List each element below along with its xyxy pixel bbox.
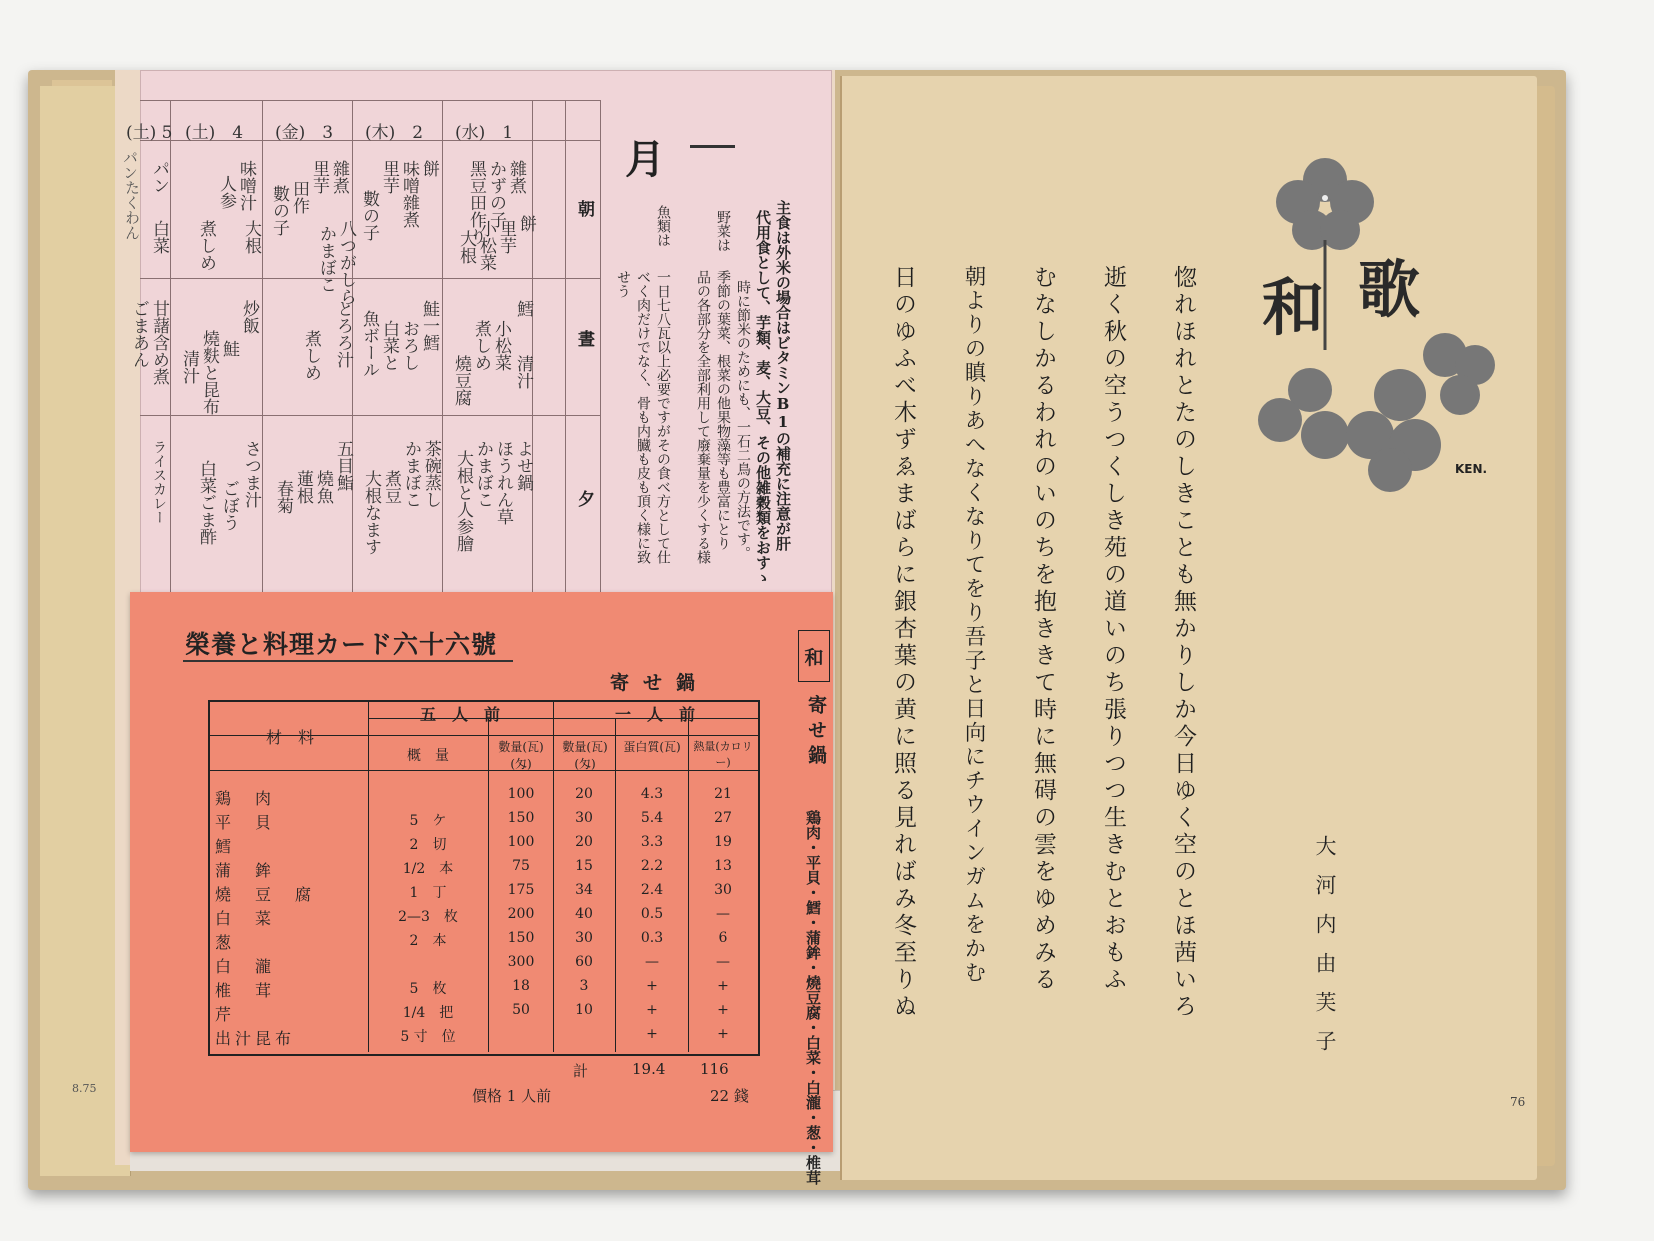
table-cell-approx: 1/2 本 [402, 861, 454, 877]
day4-lunch-6: 清汁 [179, 350, 199, 384]
day2-dinner-2: かまぼこ [401, 440, 421, 508]
day2-dinner-1: 茶碗蒸し [421, 440, 441, 508]
table-cell-approx: 2 本 [409, 933, 447, 949]
table-cell-g5: 50 [512, 1002, 530, 1018]
sub-calories: 熱量(カロリー) [693, 740, 753, 769]
meal-label-breakfast: 朝 [574, 200, 594, 217]
day5-breakfast: パン [149, 160, 169, 194]
table-cell-prot: 5.4 [640, 810, 664, 826]
illustrator-signature: KEN. [1455, 462, 1488, 476]
menu-grid-col [565, 100, 566, 630]
heading-waka-2: 歌 [1358, 253, 1421, 326]
day2-breakfast-1: 餅 [419, 160, 439, 177]
table-cell-prot: 2.4 [640, 882, 664, 898]
table-line [615, 718, 616, 1052]
intro-line-4: 一日七八瓦以上必要ですがその食べ方として仕 [655, 270, 671, 564]
day3-breakfast-1: 雜煮 [329, 160, 349, 194]
card-side-tag: 和 [798, 630, 830, 682]
table-line [688, 718, 689, 1052]
table-cell-g5: 150 [507, 930, 535, 946]
day5-dinner: ライスカレー [151, 440, 167, 524]
table-cell-g5: 100 [507, 786, 535, 802]
day1-dinner-3: かまぼこ [473, 440, 493, 508]
right-page-number: 76 [1510, 1095, 1526, 1109]
heading-waka-1: 和 [1262, 271, 1325, 344]
table-cell-g1: 15 [575, 858, 593, 874]
table-cell-approx: 5 寸 位 [400, 1029, 456, 1045]
table-cell-g1: 30 [575, 810, 593, 826]
table-cell-prot: 3.3 [640, 834, 664, 850]
day5-breakfast-2: 白菜 [149, 220, 169, 254]
day5-breakfast-strip [120, 150, 141, 180]
day1-lunch-4: 清汁 [513, 355, 533, 389]
table-cell-cal: 30 [714, 882, 732, 898]
table-cell-g5: 18 [512, 978, 530, 994]
day5-item: パン [121, 150, 139, 180]
table-cell-cal: + [717, 978, 729, 994]
table-cell-g5: 75 [512, 858, 530, 874]
table-cell-approx: 2 切 [409, 837, 447, 853]
total-label: 計 [573, 1062, 589, 1080]
day1-lunch-1: 鱈 [513, 300, 533, 317]
sub-approx: 概 量 [407, 748, 449, 764]
table-cell-g1: 20 [575, 834, 593, 850]
sub-qty1: 數量(瓦)(匁) [562, 740, 608, 771]
table-cell-cal: 19 [714, 834, 732, 850]
day1-dinner-8: 大根と人参膾 [453, 450, 473, 552]
col-material: 材 料 [265, 728, 314, 747]
day3-breakfast-3: 田作 [289, 180, 309, 214]
day3-dinner-5: 燒魚 [313, 470, 333, 504]
meal-label-dinner: 夕 [574, 490, 594, 507]
day4-breakfast-3: 大根 [241, 220, 261, 254]
day1-lunch-2: 小松菜 [491, 320, 511, 371]
col-five-servings: 五 人 前 [419, 705, 500, 724]
table-cell-prot: + [646, 1002, 658, 1018]
table-cell-g1: 60 [575, 954, 593, 970]
table-cell-cal: 27 [714, 810, 732, 826]
poem-author: 大河内由芙子 [1313, 835, 1337, 1069]
day3-breakfast-6: 八つがしら [336, 220, 356, 305]
intro-line-3: 品の各部分を全部利用して廢棄量を少くする様 [695, 270, 711, 564]
table-cell-name: 燒 豆 腐 [215, 885, 316, 904]
day1-breakfast-1: 雜煮 [506, 160, 526, 194]
fish-label: 魚類は [655, 205, 671, 247]
day-header-5: (土) 5 [126, 123, 173, 143]
day5-lunch: 甘藷含め煮 [149, 300, 169, 385]
intro-line-2: 季節の葉菜、根菜の他果物藻等も豊富にとり [715, 270, 731, 550]
meal-label-lunch: 晝 [574, 330, 594, 347]
table-cell-name: 鶏 肉 [215, 789, 276, 808]
table-cell-g5: 200 [507, 906, 535, 922]
day3-breakfast-2: 里芋 [309, 160, 329, 194]
day2-breakfast-3: 里芋 [379, 160, 399, 194]
right-page-edge [1535, 86, 1555, 1166]
total-protein: 19.4 [632, 1060, 666, 1078]
table-line [553, 700, 554, 1052]
day4-breakfast-1: 味噌汁 [236, 160, 256, 211]
table-cell-cal: 21 [714, 786, 732, 802]
table-cell-g1: 30 [575, 930, 593, 946]
table-cell-approx: 5 ケ [409, 813, 447, 829]
table-cell-prot: 2.2 [640, 858, 664, 874]
day5-lunch-2: ごまあん [129, 300, 149, 368]
day1-breakfast-3: 黑豆田作り [466, 160, 486, 245]
day1-lunch-5: 燒豆腐 [451, 355, 471, 406]
day2-dinner-6: 煮豆 [381, 470, 401, 504]
menu-grid-col [600, 100, 601, 630]
day3-lunch-2: 煮しめ [301, 330, 321, 381]
day1-breakfast-4: 餅 [516, 215, 536, 232]
table-line [208, 770, 758, 771]
table-cell-cal: + [717, 1026, 729, 1042]
left-page-number: 8.75 [72, 1082, 97, 1095]
table-cell-g1: 10 [575, 1002, 593, 1018]
day1-breakfast-2: かずの子 [486, 160, 506, 228]
day2-lunch-4: 魚ボール [359, 310, 379, 378]
table-cell-prot: + [646, 1026, 658, 1042]
table-cell-g5: 300 [507, 954, 535, 970]
day2-dinner-7: 大根なます [361, 470, 381, 555]
table-cell-name: 蒲 鉾 [215, 861, 276, 880]
day4-dinner-1: さつま汁 [241, 440, 261, 508]
table-cell-name: 出汁昆布 [215, 1029, 296, 1048]
table-cell-cal: 6 [718, 930, 728, 946]
table-cell-cal: 13 [714, 858, 732, 874]
menu-grid-col [262, 100, 263, 630]
day1-breakfast-7: 大根 [456, 230, 476, 264]
table-cell-approx: 1/4 把 [402, 1005, 454, 1021]
month-dash [690, 145, 735, 148]
poem-line-5: 日のゆふべ木ずゑまばらに銀杏葉の黄に照る見ればみ冬至りぬ [890, 265, 916, 1021]
table-cell-g1: 40 [575, 906, 593, 922]
table-cell-name: 鱈 [215, 837, 236, 856]
poem-line-2: 逝く秋の空うつくしき苑の道いのち張りつつ生きむとおもふ [1100, 265, 1126, 994]
day-header-4: (土) 4 [185, 123, 244, 143]
table-cell-approx: 5 枚 [409, 981, 447, 997]
table-cell-prot: + [646, 978, 658, 994]
day-header-1: (水) 1 [455, 123, 514, 143]
card-dish-name: 寄せ鍋 [610, 672, 710, 694]
day1-breakfast-6: 小松菜 [476, 220, 496, 271]
day4-lunch-1: 炒飯 [239, 300, 259, 334]
table-cell-prot: 0.5 [640, 906, 664, 922]
intro-line-1: 時に節米のためにも、一石二鳥の方法です。 [735, 280, 751, 560]
day2-lunch-3: 白菜と [379, 320, 399, 371]
table-cell-name: 白 瀧 [215, 957, 276, 976]
day1-lunch-3: 煮しめ [471, 320, 491, 371]
intro-line-6: せう [615, 270, 631, 298]
table-cell-g1: 20 [575, 786, 593, 802]
day3-breakfast-4: 數の子 [269, 185, 289, 236]
table-line [368, 700, 369, 1052]
poem-line-1: 惚れほれとたのしきことも無かりしか今日ゆく空のとほ茜いろ [1170, 265, 1196, 1021]
table-cell-name: 平 貝 [215, 813, 276, 832]
menu-grid-top [140, 100, 600, 101]
day3-breakfast-7: かまぼこ [316, 225, 336, 293]
sub-qty5: 數量(瓦)(匁) [498, 740, 544, 771]
table-cell-approx: 1 丁 [409, 885, 447, 901]
card-side-ingredients: 鶏肉・平貝・鱈・蒲鉾・燒豆腐・白菜・白瀧・葱・椎茸 [804, 810, 822, 1185]
table-cell-name: 白 菜 [215, 909, 276, 928]
day4-dinner-7: 白菜ごま酢 [196, 460, 216, 545]
card-side-title: 寄せ鍋 [805, 695, 827, 770]
day3-dinner-1: 五目鮨 [333, 440, 353, 491]
col-one-serving: 一 人 前 [614, 705, 695, 724]
day-header-3: (金) 3 [275, 123, 334, 143]
price-label: 價格 1 人前 [472, 1087, 552, 1105]
menu-grid-col [442, 100, 443, 630]
menu-grid-row2 [140, 415, 600, 416]
table-line [488, 718, 489, 1052]
table-cell-prot: 4.3 [640, 786, 664, 802]
day1-dinner-2: ほうれん草 [493, 440, 513, 525]
table-cell-g5: 100 [507, 834, 535, 850]
day4-lunch-3: 鮭 [219, 340, 239, 357]
table-cell-name: 椎 茸 [215, 981, 276, 1000]
day3-dinner-10: 春菊 [273, 480, 293, 514]
day2-breakfast-5: 數の子 [359, 190, 379, 241]
table-cell-name: 芹 [215, 1005, 236, 1024]
price-value: 22 錢 [710, 1087, 749, 1105]
table-cell-prot: — [645, 954, 659, 970]
card-title: 榮養と料理カード六十六號 [185, 630, 498, 659]
table-cell-prot: 0.3 [640, 930, 664, 946]
poem-line-4: 朝よりの瞋りあへなくなりてをり吾子と日向にチウインガムをかむ [961, 265, 986, 985]
table-cell-cal: + [717, 1002, 729, 1018]
sub-protein: 蛋白質(瓦) [623, 740, 681, 754]
menu-grid-row1 [140, 278, 600, 279]
day4-breakfast-4: 煮しめ [196, 220, 216, 271]
day3-dinner-7: 蓮根 [293, 470, 313, 504]
poem-line-3: むなしかるわれのいのちを抱ききて時に無碍の雲をゆめみる [1030, 265, 1056, 994]
month-char: 月 [625, 136, 665, 183]
day-header-2: (木) 2 [365, 123, 424, 143]
menu-grid-col [170, 100, 171, 630]
day4-dinner-5: ごぼう [219, 480, 239, 531]
day4-lunch-5: 燒麩と昆布 [199, 330, 219, 415]
table-cell-g1: 34 [575, 882, 593, 898]
day2-lunch-1: 鮭一鱈 [419, 300, 439, 351]
vegetables-label: 野菜は [715, 210, 731, 252]
intro-sub: 代用食として、芋類、麦、大豆、その他雑穀類をおすゝ [754, 210, 772, 585]
day1-breakfast-5: 里芋 [496, 220, 516, 254]
table-cell-approx: 2—3 枚 [398, 909, 458, 925]
total-calories: 116 [700, 1060, 729, 1078]
table-cell-g1: 3 [579, 978, 589, 994]
intro-line-5: べく肉だけでなく、骨も内臓も皮も頂く様に致 [635, 270, 651, 564]
table-cell-cal: — [716, 906, 730, 922]
day4-breakfast-2: 人参 [216, 175, 236, 209]
day2-lunch-2: おろし [399, 320, 419, 371]
table-cell-name: 葱 [215, 933, 236, 952]
intro-main: 主食は外米の場合はビタミンB1の補充に注意が肝 [774, 200, 792, 551]
table-cell-g5: 150 [507, 810, 535, 826]
day2-breakfast-2: 味噌雜煮 [399, 160, 419, 228]
table-cell-g5: 175 [507, 882, 535, 898]
day3-lunch-1: とろろ汁 [333, 300, 353, 368]
day5-pickle: たくわん [123, 180, 141, 240]
day1-dinner-1: よせ鍋 [513, 440, 533, 491]
table-cell-cal: — [716, 954, 730, 970]
card-title-underline [183, 660, 513, 662]
